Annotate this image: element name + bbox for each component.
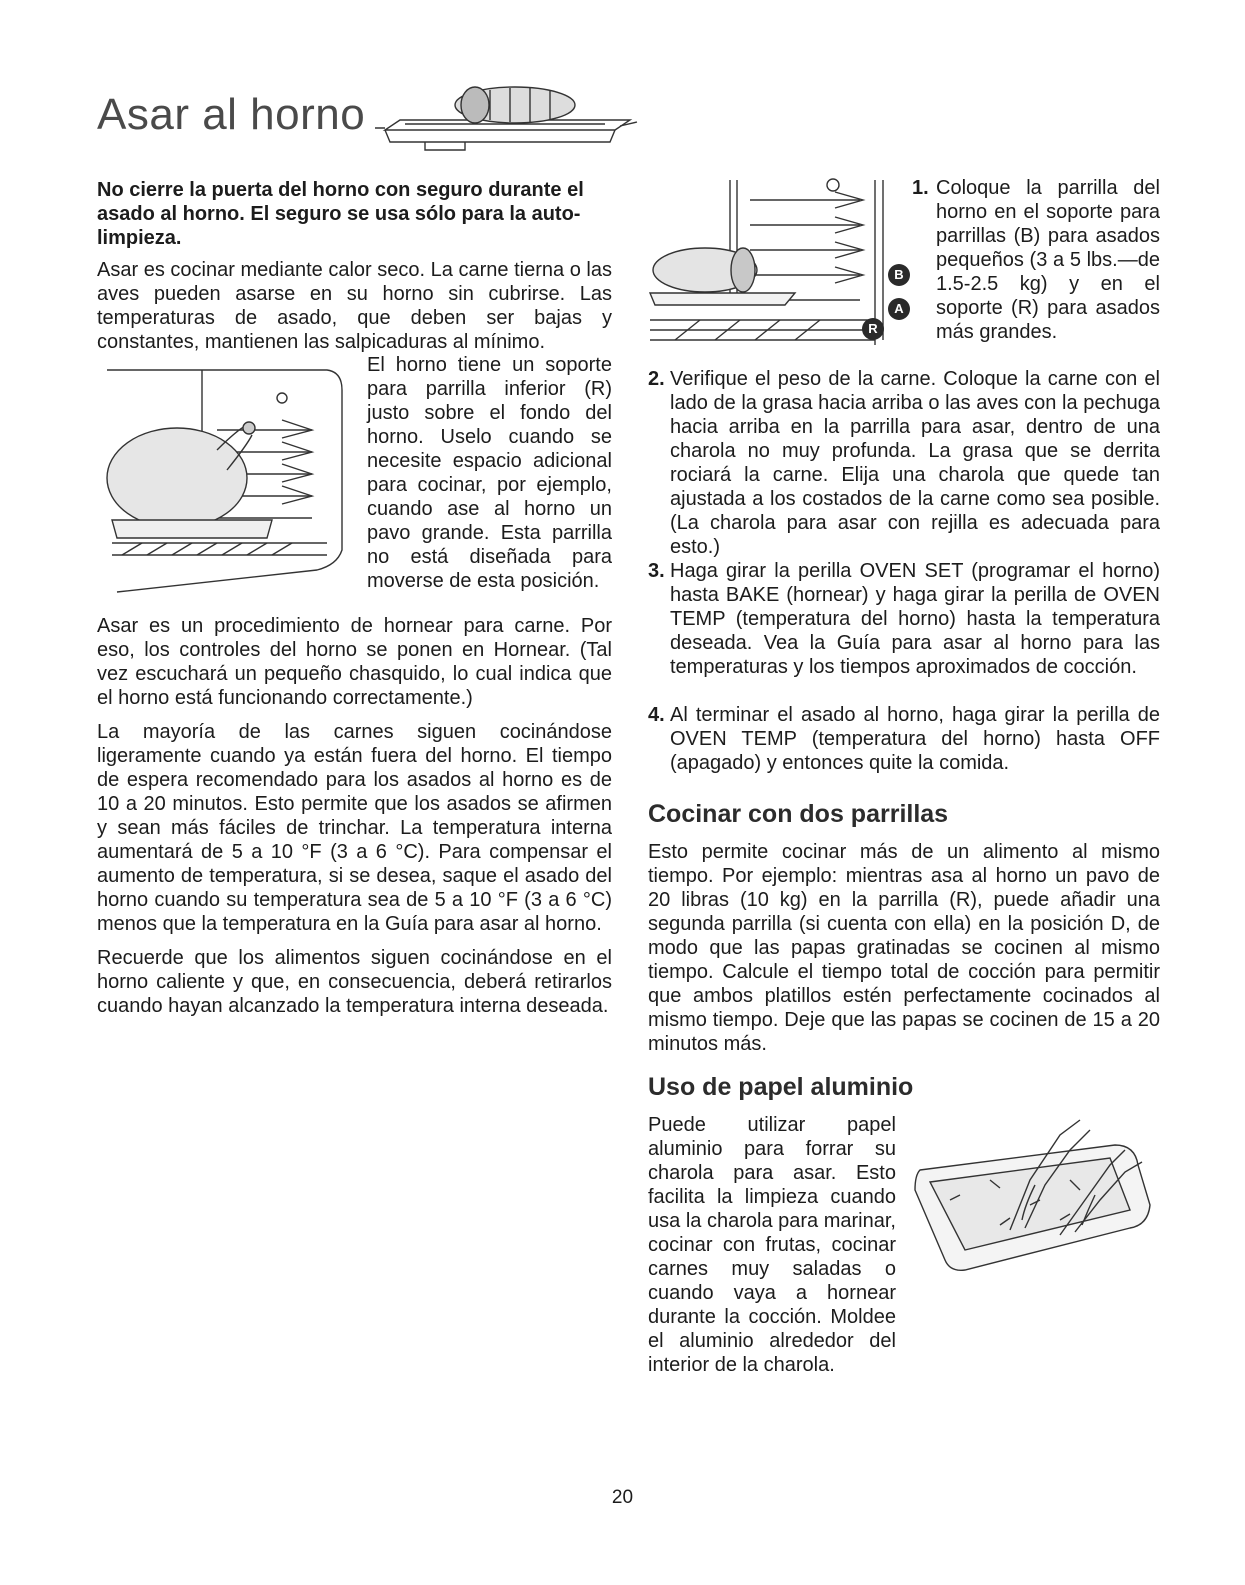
page-number: 20 [611, 1487, 634, 1508]
foil-heading: Uso de papel aluminio [648, 1073, 914, 1101]
step-text: Al terminar el asado al horno, haga girar la perilla de OVEN TEMP (temperatura del horno) hasta OFF (apagado) y entonces quite la comida. [670, 704, 1160, 774]
turkey-in-oven-illustration [97, 360, 357, 595]
baking-paragraph: Asar es un procedimiento de hornear para carne. Por eso, los controles del horno se ponen en Hornear. (Tal vez escuchará un pequeño chasquido, lo cual indica que el horno está funcionando correctamente.) [97, 615, 612, 709]
page-title: Asar al horno [97, 90, 366, 139]
lock-warning: No cierre la puerta del horno con seguro durante el asado al horno. El seguro se usa sólo para la auto-limpieza. [97, 179, 584, 249]
rack-label-a: A [888, 298, 910, 320]
remove-paragraph: Recuerde que los alimentos siguen cocinándose en el horno caliente y que, en consecuencia, deberá retirarlos cuando hayan alcanzado la temperatura interna deseada. [97, 947, 612, 1017]
step-1 [912, 176, 1160, 346]
two-racks-heading: Cocinar con dos parrillas [648, 800, 949, 828]
foil-pan-illustration [910, 1110, 1165, 1285]
step-number: 2. [648, 368, 665, 390]
roast-pan-illustration [365, 80, 645, 155]
rack-r-note: El horno tiene un soporte para parrilla inferior (R) justo sobre el fondo del horno. Uselo cuando se necesite espacio adicional para cocinar, por ejemplo, cuando ase al horno un pavo grande. Esta parrilla no está diseñada para moverse de esta posición. [367, 354, 612, 592]
step-3 [648, 559, 1160, 701]
rack-label-b: B [888, 264, 910, 286]
step-number: 4. [648, 704, 665, 726]
foil-paragraph: Puede utilizar papel aluminio para forrar su charola para asar. Esto facilita la limpieza cuando usa la charola para marinar, cocinar con frutas, cocinar carnes muy saladas o cuando vaya a hornear durante la cocción. Moldee el aluminio alrededor del interior de la charola. [648, 1114, 896, 1376]
step-text: Coloque la parrilla del horno en el soporte para parrillas (B) para asados pequeños (3 a 5 lbs.—de 1.5-2.5 kg) y en el soporte (R) para asados más grandes. [936, 177, 1160, 343]
step-number: 3. [648, 560, 665, 582]
step-4 [648, 703, 1160, 775]
step-number: 1. [912, 177, 929, 199]
step-text: Haga girar la perilla OVEN SET (programar el horno) hasta BAKE (hornear) y haga girar la perilla de OVEN TEMP (temperatura del horno) hasta la temperatura deseada. Vea la Guía para asar al horno para las temperaturas y los tiempos aproximados de cocción. [670, 560, 1160, 678]
intro-paragraph: Asar es cocinar mediante calor seco. La carne tierna o las aves pueden asarse en su horno sin cubrirse. Las temperaturas de asado, que deben ser bajas y constantes, mantienen las salpicaduras al mínimo. [97, 259, 612, 353]
resting-paragraph: La mayoría de las carnes siguen cocinándose ligeramente cuando ya están fuera del horno. El tiempo de espera recomendado para los asados al horno es de 10 a 20 minutos. Esto permite que los asados se afirmen y sean más fáciles de trinchar. La temperatura interna aumentará de 5 a 10 °F (3 a 6 °C). Para compensar el aumento de temperatura, si se desea, saque el asado del horno cuando su temperatura sea de 5 a 10 °F (3 a 6 °C) menos que la temperatura en la Guía para asar al horno. [97, 721, 612, 935]
rack-label-r: R [862, 318, 884, 340]
two-racks-paragraph: Esto permite cocinar más de un alimento al mismo tiempo. Por ejemplo: mientras asa al horno un pavo de 20 libras (10 kg) en la parrilla (R), puede añadir una segunda parrilla (si cuenta con ella) en la posición D, de modo que las papas gratinadas se cocinen al mismo tiempo. Calcule el tiempo total de cocción para permitir que ambos platillos estén perfectamente cocinados al mismo tiempo. Deje que las papas se cocinen de 15 a 20 minutos más. [648, 841, 1160, 1055]
step-text: Verifique el peso de la carne. Coloque la carne con el lado de la grasa hacia arriba o las aves con la pechuga hacia arriba en la parrilla para asar, dentro de una charola no muy profunda. La grasa que se derrita rociará la carne. Elija una charola que quede tan ajustada a los costados de la carne como sea posible. (La charola para asar con rejilla es adecuada para esto.) [670, 368, 1160, 558]
step-2 [648, 367, 1160, 557]
